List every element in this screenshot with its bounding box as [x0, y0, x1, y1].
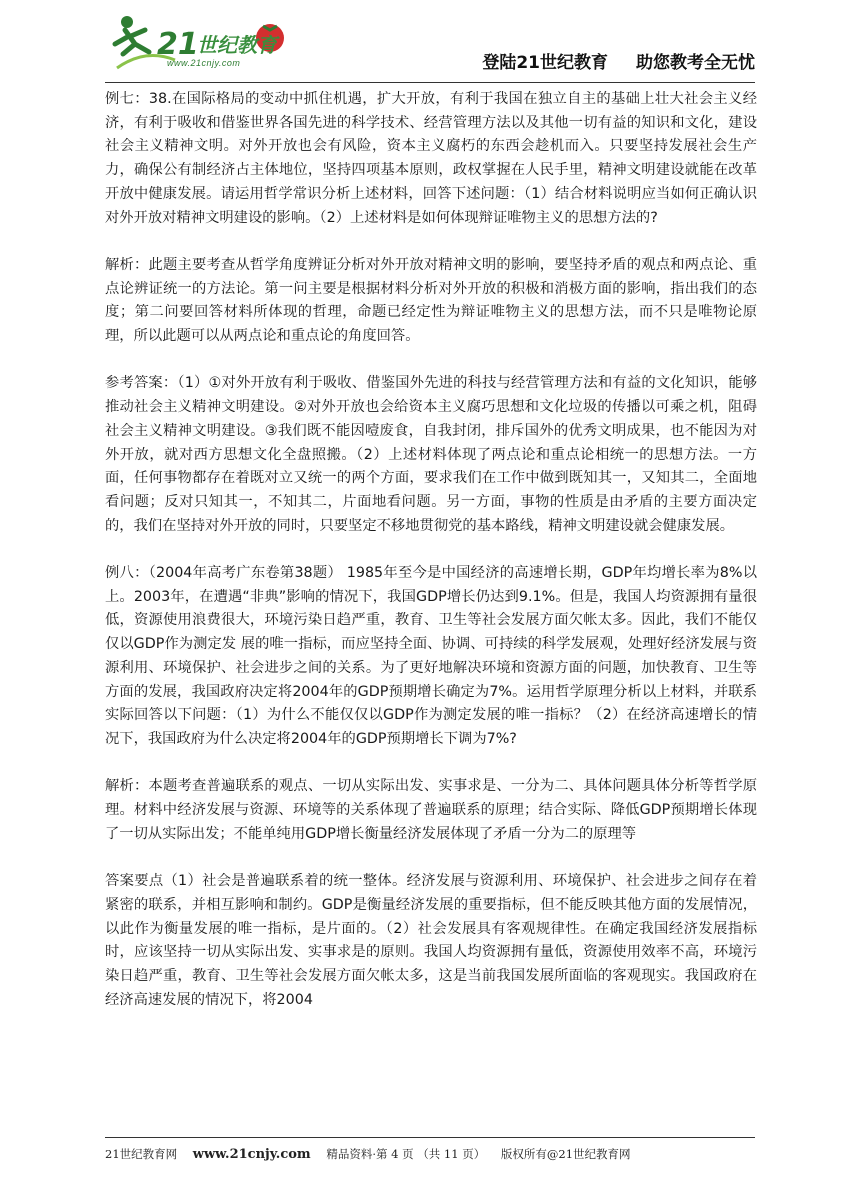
slogan-left: 登陆21世纪教育 [482, 53, 608, 73]
document-body [105, 88, 757, 1012]
footer-site-name: 21世纪教育网 [105, 1147, 178, 1161]
paragraph-answer-7: 参考答案：（1）①对外开放有利于吸收、借鉴国外先进的科技与经营管理方法和有益的文化知识，能够推动社会主义精神文明建设。②对外开放也会给资本主义腐巧思想和文化垃圾的传播以可乘之机，阻碍社会主义精神文明建设。③我们既不能因噎废食，自我封闭，排斥国外的优秀文明成果，也不能因为对外开放，就对西方思想文化全盘照搬。（2）上述材料体现了两点论和重点论相统一的思想方法。一方面，任何事物都存在着既对立又统一的两个方面，要求我们在工作中做到既知其一，又知其二，全面地看问题；反对只知其一，不知其二，片面地看问题。另一方面，事物的性质是由矛盾的主要方面决定的，我们在坚持对外开放的同时，只要坚定不移地贯彻党的基本路线，精神文明建设就会健康发展。 [105, 375, 757, 534]
paragraph-answer-8: 答案要点（1）社会是普遍联系着的统一整体。经济发展与资源利用、环境保护、社会进步之间存在着紧密的联系，并相互影响和制约。GDP是衡量经济发展的重要指标，但不能反映其他方面的发展情况，以此作为衡量发展的唯一指标，是片面的。（2）社会发展具有客观规律性。在确定我国经济发展指标时，应该坚持一切从实际出发、实事求是的原则。我国人均资源拥有量低，资源使用效率不高，环境污染日趋严重，教育、卫生等社会发展方面欠帐太多，这是当前我国发展所面临的客观现实。我国政府在经济高速发展的情况下，将2004 [105, 873, 757, 1008]
paragraph-example-7: 例七：38.在国际格局的变动中抓住机遇，扩大开放，有利于我国在独立自主的基础上壮大社会主义经济，有利于吸收和借鉴世界各国先进的科学技术、经营管理方法以及其他一切有益的知识和文化，建设社会主义精神文明。对外开放也会有风险，资本主义腐朽的东西会趁机而入。只要坚持发展社会生产力，确保公有制经济占主体地位，坚持四项基本原则，政权掌握在人民手里，精神文明建设就能在改革开放中健康发展。请运用哲学常识分析上述材料，回答下述问题：（1）结合材料说明应当如何正确认识对外开放对精神文明建设的影响。（2）上述材料是如何体现辩证唯物主义的思想方法的? [105, 91, 757, 226]
paragraph-analysis-8: 解析：本题考查普遍联系的观点、一切从实际出发、实事求是、一分为二、具体问题具体分析等哲学原理。材料中经济发展与资源、环境等的关系体现了普遍联系的原理；结合实际、降低GDP预期增长体现了一切从实际出发；不能单纯用GDP增长衡量经济发展体现了矛盾一分为二的原理等 [105, 778, 757, 842]
slogan-right: 助您教考全无忧 [636, 53, 755, 73]
logo-url-text: www.21cnjy.com [167, 58, 241, 68]
footer-copyright: 版权所有@21世纪教育网 [500, 1147, 631, 1161]
header-slogan [482, 48, 755, 73]
svg-text:世纪教育: 世纪教育 [197, 33, 277, 57]
page-footer [105, 1137, 755, 1167]
page-header [105, 8, 755, 83]
footer-url-link[interactable]: www.21cnjy.com [192, 1147, 311, 1162]
footer-page-info: 精品资料·第 4 页 （共 11 页） [326, 1147, 486, 1161]
site-logo[interactable] [105, 8, 305, 78]
paragraph-analysis-7: 解析：此题主要考查从哲学角度辨证分析对外开放对精神文明的影响，要坚持矛盾的观点和两点论、重点论辨证统一的方法论。第一问主要是根据材料分析对外开放的积极和消极方面的影响，指出我们的态度；第二问要回答材料所体现的哲理，命题已经定性为辩证唯物主义的思想方法，而不只是唯物论原理，所以此题可以从两点论和重点论的角度回答。 [105, 256, 757, 345]
svg-text:21: 21 [157, 27, 199, 62]
paragraph-example-8: 例八：（2004年高考广东卷第38题） 1985年至今是中国经济的高速增长期，GDP年均增长率为8%以上。2003年，在遭遇“非典”影响的情况下，我国GDP增长仍达到9.1%。但是，我国人均资源拥有量很低，资源使用浪费很大，环境污染日趋严重，教育、卫生等社会发展方面欠帐太多。因此，我们不能仅仅以GDP作为测定发 展的唯一指标，而应坚持全面、协调、可持续的科学发展观，处理好经济发展与资源利用、环境保护、社会进步之间的关系。为了更好地解决环境和资源方面的问题，加快教育、卫生等方面的发展，我国政府决定将2004年的GDP预期增长确定为7%。运用哲学原理分析以上材料，并联系实际回答以下问题：（1）为什么不能仅仅以GDP作为测定发展的唯一指标？（2）在经济高速增长的情况下，我国政府为什么决定将2004年的GDP预期增长下调为7%? [105, 565, 757, 747]
